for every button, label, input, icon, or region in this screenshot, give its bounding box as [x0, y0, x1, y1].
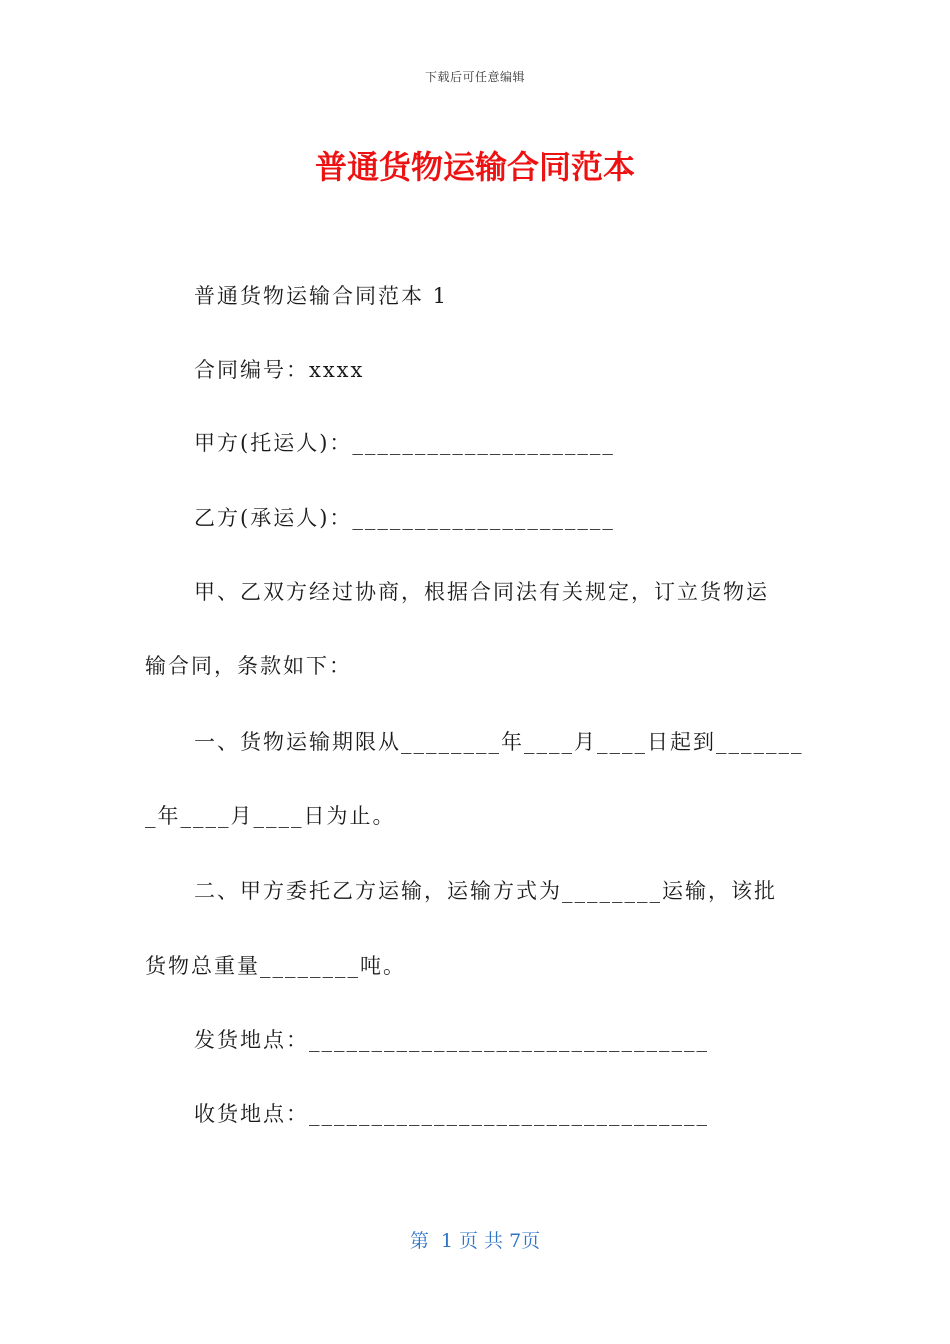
contract-number-line: 合同编号：xxxx: [194, 358, 365, 382]
page-header-note: 下载后可任意编辑: [424, 70, 525, 84]
clause-2-line-2: 货物总重量________吨。: [145, 954, 406, 978]
clause-2-line-1: 二、甲方委托乙方运输，运输方式为________运输，该批: [194, 879, 777, 903]
clause-1-line-1: 一、货物运输期限从________年____月____日起到_______: [194, 730, 804, 754]
shipping-origin-line: 发货地点：________________________________: [194, 1028, 709, 1052]
page-number-footer: 第 1 页 共 7页: [409, 1230, 541, 1252]
agreement-paragraph-line-2: 输合同，条款如下：: [145, 654, 352, 678]
agreement-paragraph-line-1: 甲、乙双方经过协商，根据合同法有关规定，订立货物运: [194, 580, 769, 604]
clause-1-line-2: _年____月____日为止。: [145, 804, 396, 828]
contract-subtitle: 普通货物运输合同范本 1: [194, 284, 449, 308]
party-b-line: 乙方(承运人)：_____________________: [194, 506, 615, 530]
document-title: 普通货物运输合同范本: [314, 148, 635, 186]
party-a-line: 甲方(托运人)：_____________________: [194, 431, 615, 455]
shipping-destination-line: 收货地点：________________________________: [194, 1102, 709, 1126]
